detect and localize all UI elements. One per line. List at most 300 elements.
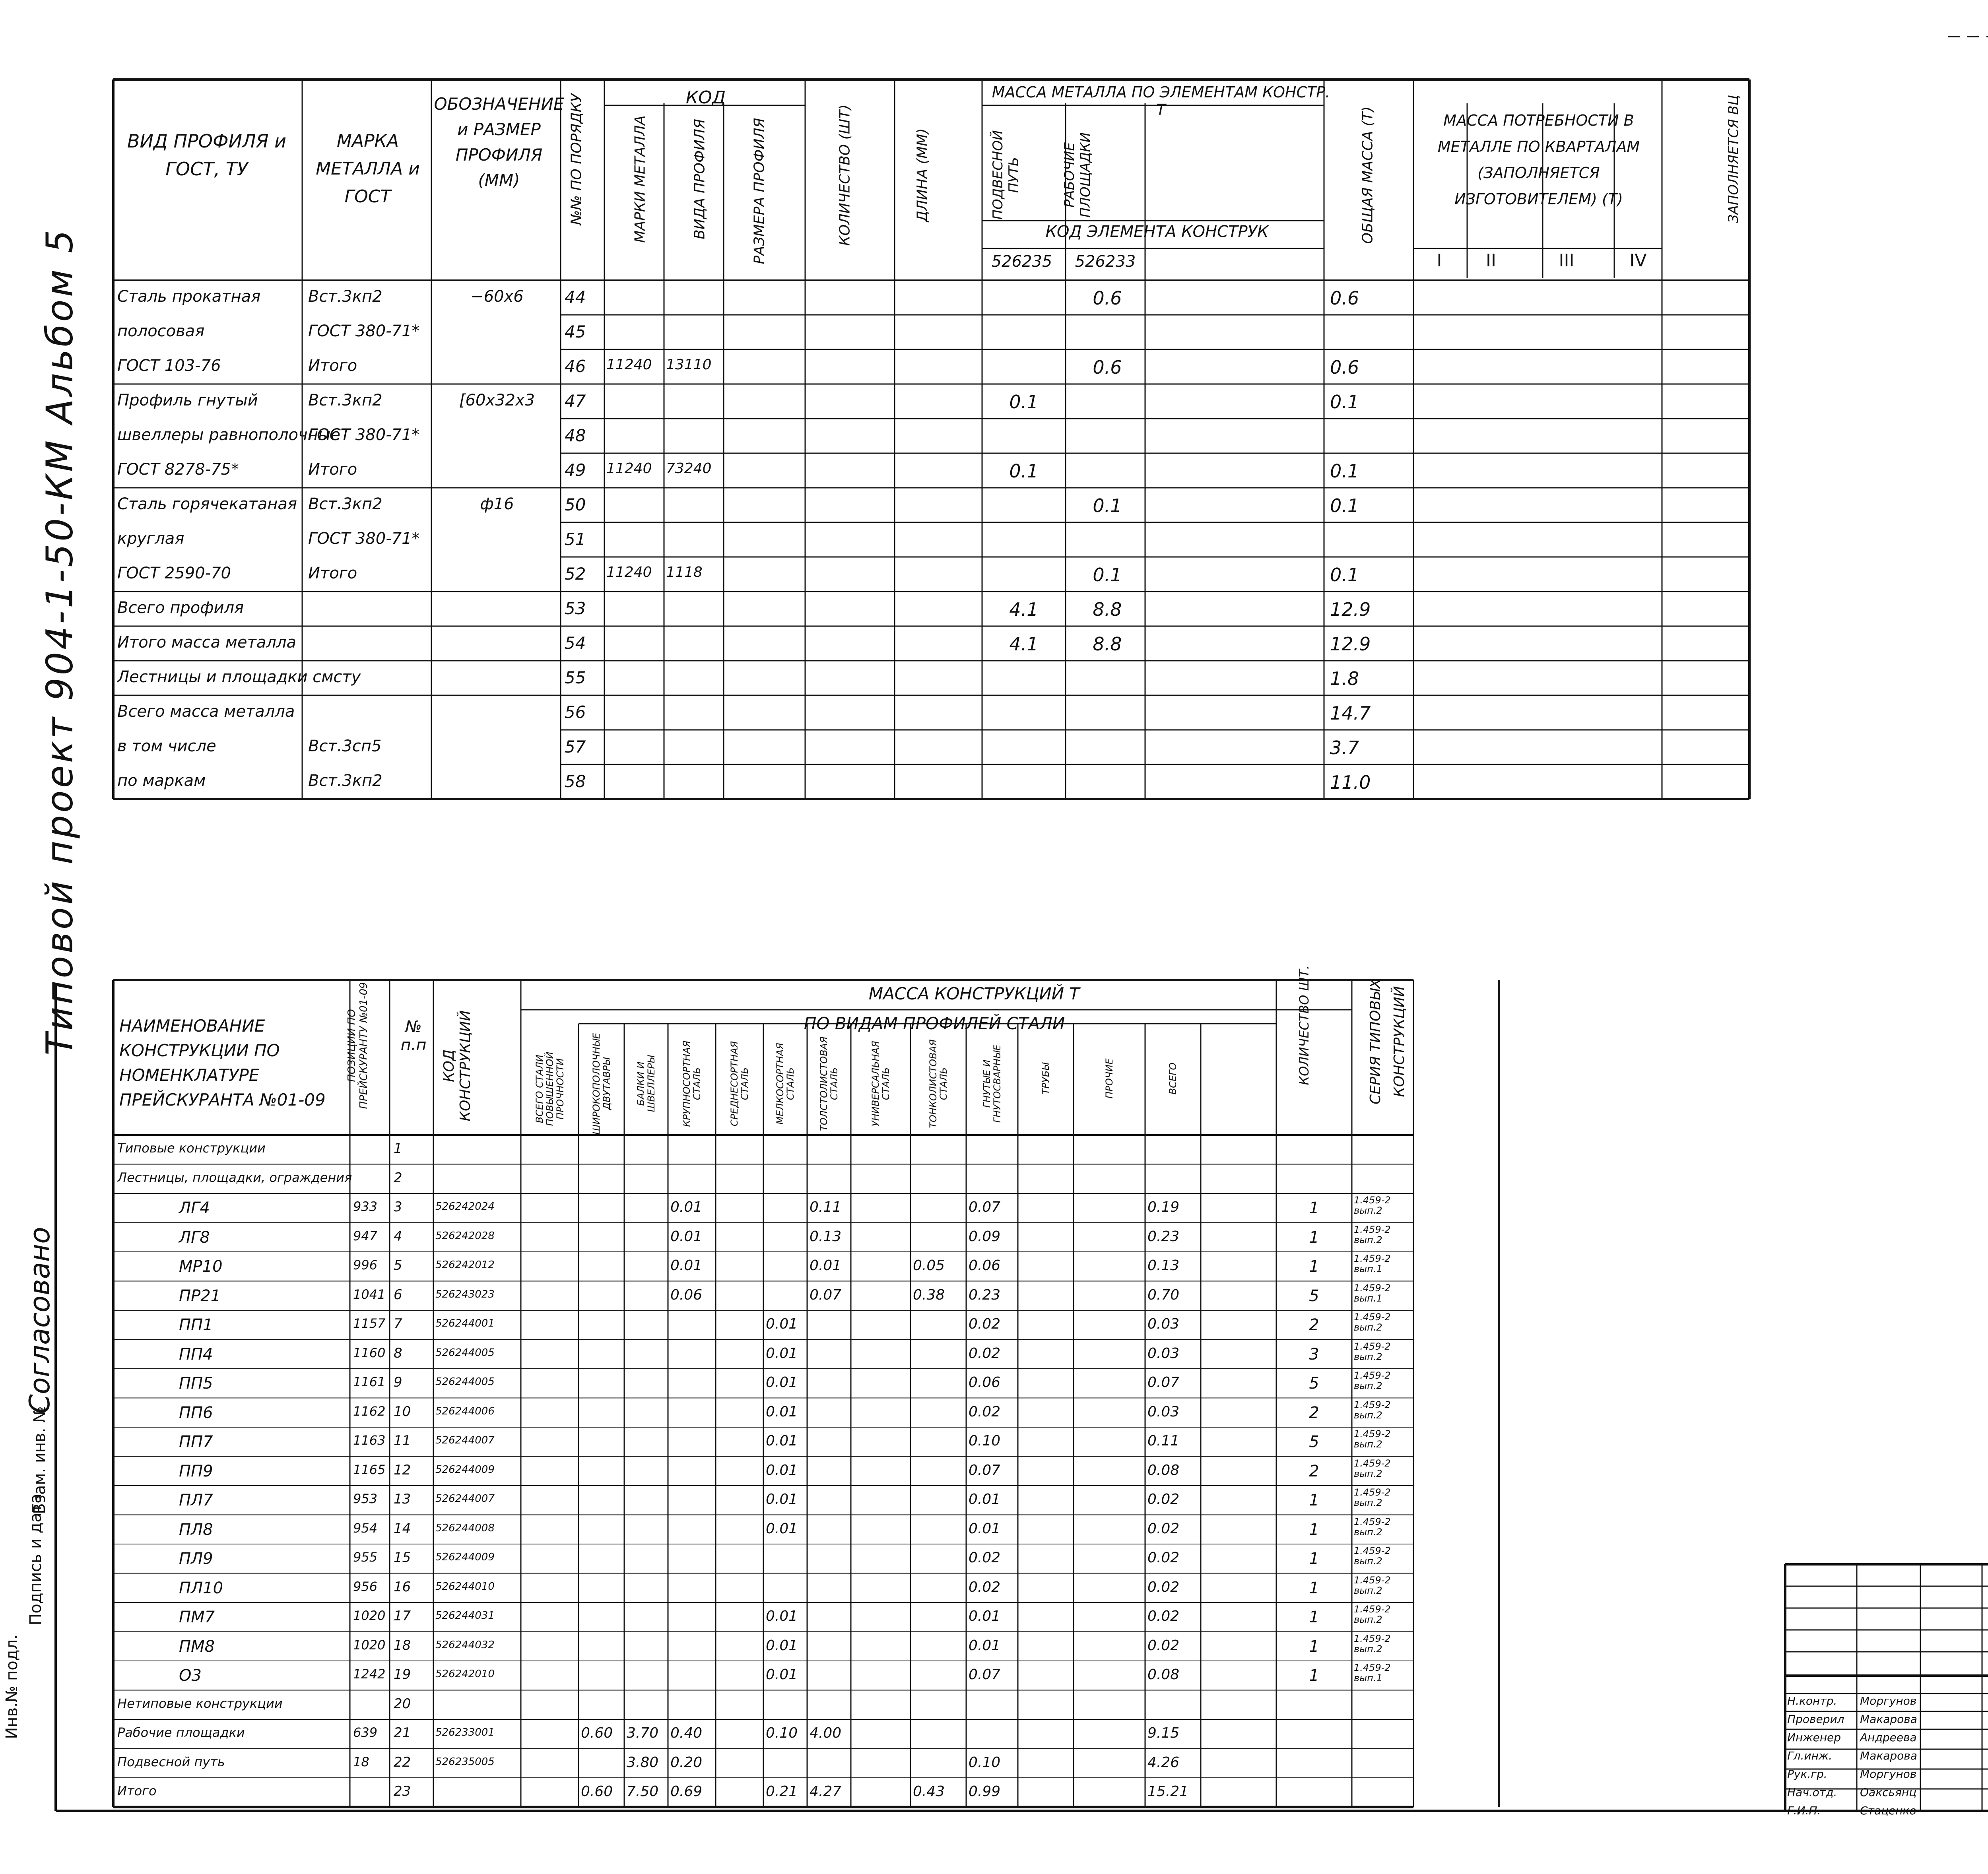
lower-row-qty: 1 [1309,1637,1319,1656]
upper-row-mass-a: 4.1 [1009,599,1039,620]
lower-row-series: 1.459-2 вып.2 [1354,1487,1391,1508]
upper-row-number: 52 [565,564,586,584]
lower-row-series: 1.459-2 вып.2 [1354,1516,1391,1538]
lower-row-no: 7 [394,1316,402,1332]
lower-row-mass-value: 0.05 [913,1257,945,1274]
lower-row-name: Итого [117,1783,157,1798]
lower-row-name: ПЛ8 [179,1520,213,1539]
upper-row-profile: Профиль гнутый [117,391,258,409]
margin-stamp-col-1: Инв.№ подл. [3,1634,21,1739]
upper-row-mass-a: 0.1 [1009,460,1039,482]
lower-row-name: ПП4 [179,1345,213,1364]
lower-header-code: КОД КОНСТРУКЦИЙ [441,1010,474,1121]
lower-row-mass-value: 0.70 [1147,1286,1180,1303]
lower-row-mass-value: 0.43 [913,1783,945,1800]
lower-row-pos: 1020 [353,1637,386,1653]
upper-row-mass-a: 0.1 [1009,391,1039,413]
upper-row-total: 14.7 [1330,702,1371,724]
lower-row-name: ПП1 [179,1316,213,1334]
upper-row-mark: Вст.3кп2 [308,495,382,513]
header-code-a: 526235 [991,252,1052,271]
stamp-role: Гл.инж. [1787,1749,1833,1762]
lower-row-code: 526244007 [435,1493,495,1505]
stamp-role: Н.контр. [1787,1694,1837,1707]
lower-row-series: 1.459-2 вып.2 [1354,1399,1391,1421]
stamp-person: Моргунов [1860,1694,1917,1707]
upper-row-profile: Итого масса металла [117,633,297,652]
header-quarter-3: III [1559,250,1574,271]
lower-row-mass-value: 0.60 [581,1725,613,1741]
lower-row-mass-value: 0.02 [969,1579,1001,1595]
lower-row-code: 526244006 [435,1405,495,1417]
lower-row-mass-value: 0.01 [670,1199,703,1215]
lower-row-name: ПП7 [179,1433,213,1451]
lower-row-mass-value: 0.02 [969,1550,1001,1566]
lower-row-mass-value: 0.06 [670,1286,703,1303]
lower-header-series: СЕРИЯ ТИПОВЫХ КОНСТРУКЦИЙ [1367,978,1408,1105]
lower-row-no: 14 [394,1520,411,1536]
lower-header-by-kind: ПО ВИДАМ ПРОФИЛЕЙ СТАЛИ [804,1014,1065,1033]
lower-row-mass-value: 0.01 [670,1257,703,1274]
stamp-person: Макарова [1860,1749,1917,1762]
stamp-person: Моргунов [1860,1767,1917,1781]
lower-row-pos: 1242 [353,1666,386,1682]
lower-row-qty: 1 [1309,1228,1319,1247]
upper-row-mark: Вст.3кп2 [308,287,382,306]
lower-row-no: 15 [394,1550,411,1566]
lower-row-mass-value: 0.01 [810,1257,842,1274]
lower-row-no: 13 [394,1491,411,1507]
upper-row-profile: Лестницы и площадки смсту [117,668,361,686]
lower-row-qty: 5 [1309,1374,1319,1393]
lower-row-mass-value: 0.01 [766,1345,798,1362]
upper-row-total: 12.9 [1330,599,1371,620]
lower-row-mass-value: 0.07 [810,1286,842,1303]
stamp-person: Макарова [1860,1713,1917,1726]
lower-row-no: 16 [394,1579,411,1595]
lower-row-mass-value: 0.07 [969,1462,1001,1478]
lower-row-no: 5 [394,1257,402,1273]
header-length: ДЛИНА (ММ) [914,128,931,222]
lower-row-mass-value: 0.40 [670,1725,703,1741]
lower-row-mass-value: 0.11 [810,1199,842,1215]
header-mass-group: МАССА МЕТАЛЛА ПО ЭЛЕМЕНТАМ КОНСТР. Т [992,83,1330,118]
lower-row-pos: 1165 [353,1462,386,1477]
upper-row-mark: ГОСТ 380-71* [308,530,420,548]
lower-row-mass-value: 0.08 [1147,1666,1180,1683]
lower-row-pos: 1161 [353,1374,386,1389]
lower-row-qty: 1 [1309,1666,1319,1685]
lower-row-qty: 1 [1309,1550,1319,1568]
lower-row-mass-value: 3.80 [627,1754,659,1771]
lower-row-pos: 996 [353,1257,378,1273]
upper-row-mark: Итого [308,357,357,375]
lower-row-qty: 2 [1309,1462,1319,1480]
lower-row-pos: 956 [353,1579,378,1594]
lower-row-mass-value: 0.01 [969,1520,1001,1537]
header-mass-a: ПОДВЕСНОЙ ПУТЬ [990,130,1022,220]
lower-row-name: ПЛ9 [179,1550,213,1568]
lower-row-no: 17 [394,1608,411,1624]
upper-row-total: 1.8 [1330,668,1359,689]
lower-row-name: ПП9 [179,1462,213,1480]
lower-row-mass-value: 0.21 [766,1783,798,1800]
upper-row-mark: Итого [308,564,357,582]
stamp-person: Андреева [1860,1731,1917,1744]
lower-row-mass-value: 15.21 [1147,1783,1189,1800]
lower-header-col: УНИВЕРСАЛЬНАЯ СТАЛЬ [870,1041,891,1127]
upper-row-number: 54 [565,633,586,653]
lower-row-mass-value: 0.02 [1147,1520,1180,1537]
upper-row-mass-b: 0.1 [1093,495,1122,516]
lower-row-mass-value: 0.38 [913,1286,945,1303]
lower-row-mass-value: 4.26 [1147,1754,1180,1771]
lower-row-name: ПР21 [179,1286,221,1305]
upper-row-total: 0.6 [1330,357,1359,378]
margin-project-title: Типовой проект 904-1-50-КМ Альбом 5 [38,227,81,1055]
lower-header-col: ТОНКОЛИСТОВАЯ СТАЛЬ [928,1039,949,1128]
lower-row-mass-value: 0.13 [1147,1257,1180,1274]
lower-header-no: № п.п [400,1018,427,1054]
lower-row-name: Рабочие площадки [117,1725,245,1740]
lower-row-mass-value: 4.27 [810,1783,842,1800]
upper-row-designation: [60x32x3 [459,391,535,409]
lower-row-code: 526242012 [435,1259,495,1271]
margin-stamp-col-3: Взам. инв. № [31,1406,49,1514]
lower-row-mass-value: 0.99 [969,1783,1001,1800]
lower-row-mass-value: 0.07 [969,1199,1001,1215]
lower-row-code: 526244032 [435,1639,495,1651]
lower-row-qty: 3 [1309,1345,1319,1364]
lower-row-pos: 947 [353,1228,378,1244]
lower-row-mass-value: 0.10 [969,1433,1001,1449]
lower-row-mass-value: 0.01 [766,1433,798,1449]
lower-row-pos: 639 [353,1725,378,1740]
lower-row-qty: 1 [1309,1608,1319,1626]
header-element-code: КОД ЭЛЕМЕНТА КОНСТРУК [1045,223,1269,241]
header-mark: МАРКА МЕТАЛЛА и ГОСТ [316,131,420,207]
upper-row-profile: Сталь прокатная [117,287,261,306]
lower-row-qty: 1 [1309,1199,1319,1217]
lower-row-series: 1.459-2 вып.2 [1354,1224,1391,1245]
upper-row-mass-b: 0.6 [1093,357,1122,378]
lower-row-mass-value: 0.02 [1147,1608,1180,1624]
upper-row-code-profile: 1118 [666,564,703,580]
lower-row-no: 6 [394,1286,402,1303]
header-code-group: КОД [685,87,726,108]
lower-row-name: ПМ7 [179,1608,215,1626]
upper-row-profile: ГОСТ 8278-75* [117,460,239,479]
lower-row-qty: 1 [1309,1257,1319,1276]
lower-header-col: ТРУБЫ [1040,1063,1051,1094]
lower-row-mass-value: 0.10 [766,1725,798,1741]
lower-row-mass-value: 0.02 [969,1345,1001,1362]
upper-row-mark: Вст.3сп5 [308,737,382,755]
lower-header-col: ГНУТЫЕ И ГНУТОСВАРНЫЕ [981,1044,1003,1123]
lower-row-mass-value: 0.20 [670,1754,703,1771]
lower-row-mass-value: 9.15 [1147,1725,1180,1741]
upper-row-number: 56 [565,702,586,722]
lower-row-code: 526242028 [435,1230,495,1242]
lower-row-mass-value: 0.03 [1147,1345,1180,1362]
lower-row-code: 526243023 [435,1288,495,1300]
lower-row-pos: 933 [353,1199,378,1214]
lower-row-code: 526233001 [435,1727,495,1738]
upper-row-number: 58 [565,772,586,791]
lower-row-series: 1.459-2 вып.1 [1354,1282,1391,1304]
lower-row-mass-value: 0.01 [766,1462,798,1478]
upper-row-mass-b: 0.6 [1093,287,1122,309]
lower-row-code: 526244009 [435,1463,495,1476]
lower-row-pos: 953 [353,1491,378,1506]
lower-row-mass-value: 7.50 [627,1783,659,1800]
stamp-person: Оаксьянц [1860,1786,1917,1799]
lower-row-mass-value: 0.01 [766,1491,798,1507]
lower-row-no: 21 [394,1725,411,1741]
lower-row-series: 1.459-2 вып.2 [1354,1545,1391,1567]
header-quarter-2: II [1486,250,1496,271]
header-code-size: РАЗМЕРА ПРОФИЛЯ [751,118,768,264]
stamp-role: Инженер [1787,1731,1841,1744]
lower-row-name: ПЛ10 [179,1579,223,1597]
lower-row-code: 526242024 [435,1201,495,1212]
lower-row-no: 3 [394,1199,402,1215]
upper-row-number: 55 [565,668,586,687]
lower-row-series: 1.459-2 вып.2 [1354,1633,1391,1655]
upper-row-total: 0.6 [1330,287,1359,309]
lower-row-code: 526244031 [435,1610,495,1622]
upper-row-profile: в том числе [117,737,216,755]
upper-row-total: 12.9 [1330,633,1371,655]
header-code-metal: МАРКИ МЕТАЛЛА [632,115,648,243]
upper-row-profile: Всего профиля [117,599,244,617]
lower-row-mass-value: 0.01 [766,1520,798,1537]
upper-row-profile: Всего масса металла [117,702,295,721]
header-code-b: 526233 [1075,252,1136,271]
lower-header-col: БАЛКИ И ШВЕЛЛЕРЫ [635,1055,657,1112]
lower-row-series: 1.459-2 вып.2 [1354,1574,1391,1596]
lower-row-mass-value: 0.23 [969,1286,1001,1303]
lower-row-pos: 1163 [353,1433,386,1448]
upper-row-number: 48 [565,426,586,445]
lower-row-name: ПЛ7 [179,1491,213,1509]
upper-row-total: 11.0 [1330,772,1371,793]
lower-row-series: 1.459-2 вып.2 [1354,1195,1391,1216]
lower-row-qty: 2 [1309,1316,1319,1334]
upper-row-profile: по маркам [117,772,206,790]
lower-row-code: 526244008 [435,1522,495,1534]
upper-row-mark: Вст.3кп2 [308,772,382,790]
lower-row-pos: 1160 [353,1345,386,1360]
lower-row-code: 526244010 [435,1580,495,1593]
header-quarter-4: IV [1629,250,1647,271]
lower-row-no: 8 [394,1345,402,1361]
lower-row-series: 1.459-2 вып.2 [1354,1604,1391,1625]
lower-header-col: ПРОЧИЕ [1104,1058,1115,1099]
lower-row-pos: 954 [353,1520,378,1536]
stamp-role: Г.И.П. [1787,1804,1821,1817]
lower-header-col: СРЕДНЕСОРТНАЯ СТАЛЬ [729,1041,750,1127]
upper-row-mark: Итого [308,460,357,479]
upper-row-designation: ф16 [480,495,514,513]
upper-row-number: 51 [565,530,586,549]
header-need: МАССА ПОТРЕБНОСТИ В МЕТАЛЛЕ ПО КВАРТАЛАМ (ЗАПОЛНЯЕТСЯ ИЗГОТОВИТЕЛЕМ) (Т) [1437,112,1640,208]
stamp-person: Стаценко [1860,1804,1916,1817]
lower-row-no: 19 [394,1666,411,1682]
lower-row-mass-value: 0.02 [1147,1491,1180,1507]
upper-row-profile: швеллеры равнополочные [117,426,340,444]
stamp-role: Рук.гр. [1787,1767,1827,1781]
lower-header-col: МЕЛКОСОРТНАЯ СТАЛЬ [775,1043,796,1125]
lower-row-mass-value: 0.10 [969,1754,1001,1771]
lower-row-mass-value: 0.02 [1147,1579,1180,1595]
upper-row-number: 57 [565,737,586,757]
lower-row-code: 526244005 [435,1376,495,1388]
lower-row-code: 526244005 [435,1346,495,1359]
lower-row-qty: 1 [1309,1491,1319,1509]
lower-row-mass-value: 0.02 [969,1316,1001,1332]
upper-row-designation: −60x6 [470,287,524,306]
lower-row-no: 20 [394,1696,411,1712]
lower-row-mass-value: 0.01 [969,1608,1001,1624]
margin-approved: Согласовано [23,1226,56,1414]
lower-row-name: МР10 [179,1257,223,1276]
header-designation: ОБОЗНАЧЕНИЕ и РАЗМЕР ПРОФИЛЯ (ММ) [434,94,564,190]
upper-row-number: 50 [565,495,586,514]
lower-header-qty: КОЛИЧЕСТВО ШТ. [1297,965,1312,1085]
lower-row-no: 11 [394,1433,411,1449]
lower-row-pos: 955 [353,1550,378,1565]
upper-row-profile: ГОСТ 2590-70 [117,564,231,582]
lower-row-mass-value: 0.07 [969,1666,1001,1683]
upper-row-code-metal: 11240 [606,564,652,580]
lower-row-mass-value: 0.01 [766,1666,798,1683]
lower-row-no: 9 [394,1374,402,1390]
lower-row-series: 1.459-2 вып.2 [1354,1311,1391,1333]
lower-row-mass-value: 0.06 [969,1257,1001,1274]
upper-row-number: 47 [565,391,586,411]
upper-row-mark: Вст.3кп2 [308,391,382,409]
lower-header-mass-group: МАССА КОНСТРУКЦИЙ Т [868,984,1080,1003]
upper-row-mass-b: 8.8 [1093,599,1122,620]
lower-row-pos: 1020 [353,1608,386,1623]
upper-row-profile: Сталь горячекатаная [117,495,297,513]
upper-row-number: 45 [565,322,586,341]
lower-row-mass-value: 0.08 [1147,1462,1180,1478]
lower-row-series: 1.459-2 вып.2 [1354,1341,1391,1362]
lower-row-series: 1.459-2 вып.2 [1354,1428,1391,1450]
lower-row-no: 22 [394,1754,411,1770]
lower-row-no: 23 [394,1783,411,1799]
lower-row-mass-value: 0.09 [969,1228,1001,1245]
lower-row-mass-value: 0.01 [969,1491,1001,1507]
lower-header-pos: ПОЗИЦИИ ПО ПРЕЙСКУРАНТУ №01-09 [346,982,370,1109]
upper-row-code-profile: 73240 [666,460,712,477]
upper-row-number: 44 [565,287,586,307]
upper-row-total: 0.1 [1330,564,1359,586]
lower-header-col: КРУПНОСОРТНАЯ СТАЛЬ [681,1040,703,1127]
lower-row-name: Нетиповые конструкции [117,1696,283,1711]
lower-row-name: Подвесной путь [117,1754,225,1769]
upper-row-mark: ГОСТ 380-71* [308,426,420,444]
upper-row-code-metal: 11240 [606,460,652,477]
header-quantity: КОЛИЧЕСТВО (ШТ) [837,104,853,246]
lower-row-mass-value: 0.01 [670,1228,703,1245]
lower-row-mass-value: 0.01 [766,1316,798,1332]
upper-row-mass-a: 4.1 [1009,633,1039,655]
lower-row-name: Типовые конструкции [117,1141,266,1156]
lower-row-pos: 1162 [353,1403,386,1419]
upper-row-total: 0.1 [1330,391,1359,413]
lower-row-mass-value: 0.19 [1147,1199,1180,1215]
lower-row-mass-value: 0.11 [1147,1433,1180,1449]
upper-row-code-profile: 13110 [666,357,712,373]
lower-row-name: ЛГ8 [179,1228,210,1247]
lower-row-no: 1 [394,1141,402,1156]
lower-header-col: ВСЕГО [1167,1062,1178,1095]
lower-row-qty: 1 [1309,1520,1319,1539]
header-total-mass: ОБЩАЯ МАССА (Т) [1359,106,1376,244]
upper-row-number: 46 [565,357,586,376]
upper-row-number: 53 [565,599,586,618]
lower-row-name: О3 [179,1666,202,1685]
header-row-number: №№ ПО ПОРЯДКУ [568,93,585,225]
upper-row-profile: ГОСТ 103-76 [117,357,221,375]
lower-row-mass-value: 0.03 [1147,1403,1180,1420]
upper-row-number: 49 [565,460,586,480]
lower-row-pos: 1041 [353,1286,386,1302]
lower-row-name: ПМ8 [179,1637,215,1656]
lower-row-mass-value: 0.01 [969,1637,1001,1654]
upper-row-total: 3.7 [1330,737,1359,759]
lower-row-series: 1.459-2 вып.1 [1354,1662,1391,1684]
lower-row-mass-value: 0.02 [1147,1550,1180,1566]
lower-row-name: ПП6 [179,1403,213,1422]
lower-row-mass-value: 0.03 [1147,1316,1180,1332]
lower-row-code: 526244009 [435,1551,495,1563]
lower-row-mass-value: 0.06 [969,1374,1001,1391]
lower-row-name: ПП5 [179,1374,213,1393]
lower-row-name: Лестницы, площадки, ограждения [117,1170,352,1185]
header-filled-by: ЗАПОЛНЯЕТСЯ ВЦ [1726,95,1741,223]
lower-row-mass-value: 0.69 [670,1783,703,1800]
margin-stamp-col-2: Подпись и дата [27,1494,45,1626]
header-code-profile: ВИДА ПРОФИЛЯ [691,119,708,239]
lower-row-mass-value: 0.07 [1147,1374,1180,1391]
lower-row-qty: 1 [1309,1579,1319,1597]
lower-row-qty: 5 [1309,1433,1319,1451]
lower-row-no: 4 [394,1228,402,1244]
upper-row-total: 0.1 [1330,495,1359,516]
stamp-role: Проверил [1787,1713,1844,1726]
lower-row-mass-value: 4.00 [810,1725,842,1741]
lower-row-mass-value: 0.23 [1147,1228,1180,1245]
upper-row-mass-b: 0.1 [1093,564,1122,586]
upper-row-profile: круглая [117,530,184,548]
lower-header-col: ВСЕГО СТАЛИ ПОВЫШЕННОЙ ПРОЧНОСТИ [534,1051,566,1126]
lower-row-code: 526244007 [435,1434,495,1446]
lower-row-pos: 1157 [353,1316,386,1331]
lower-header-col: ШИРОКОПОЛОЧНЫЕ ДВУТАВРЫ [590,1032,612,1135]
lower-row-qty: 5 [1309,1286,1319,1305]
upper-row-mass-b: 8.8 [1093,633,1122,655]
lower-row-mass-value: 0.01 [766,1374,798,1391]
lower-row-mass-value: 0.01 [766,1403,798,1420]
lower-row-no: 12 [394,1462,411,1478]
header-quarter-1: I [1437,250,1442,271]
lower-row-no: 10 [394,1403,411,1420]
upper-row-code-metal: 11240 [606,357,652,373]
